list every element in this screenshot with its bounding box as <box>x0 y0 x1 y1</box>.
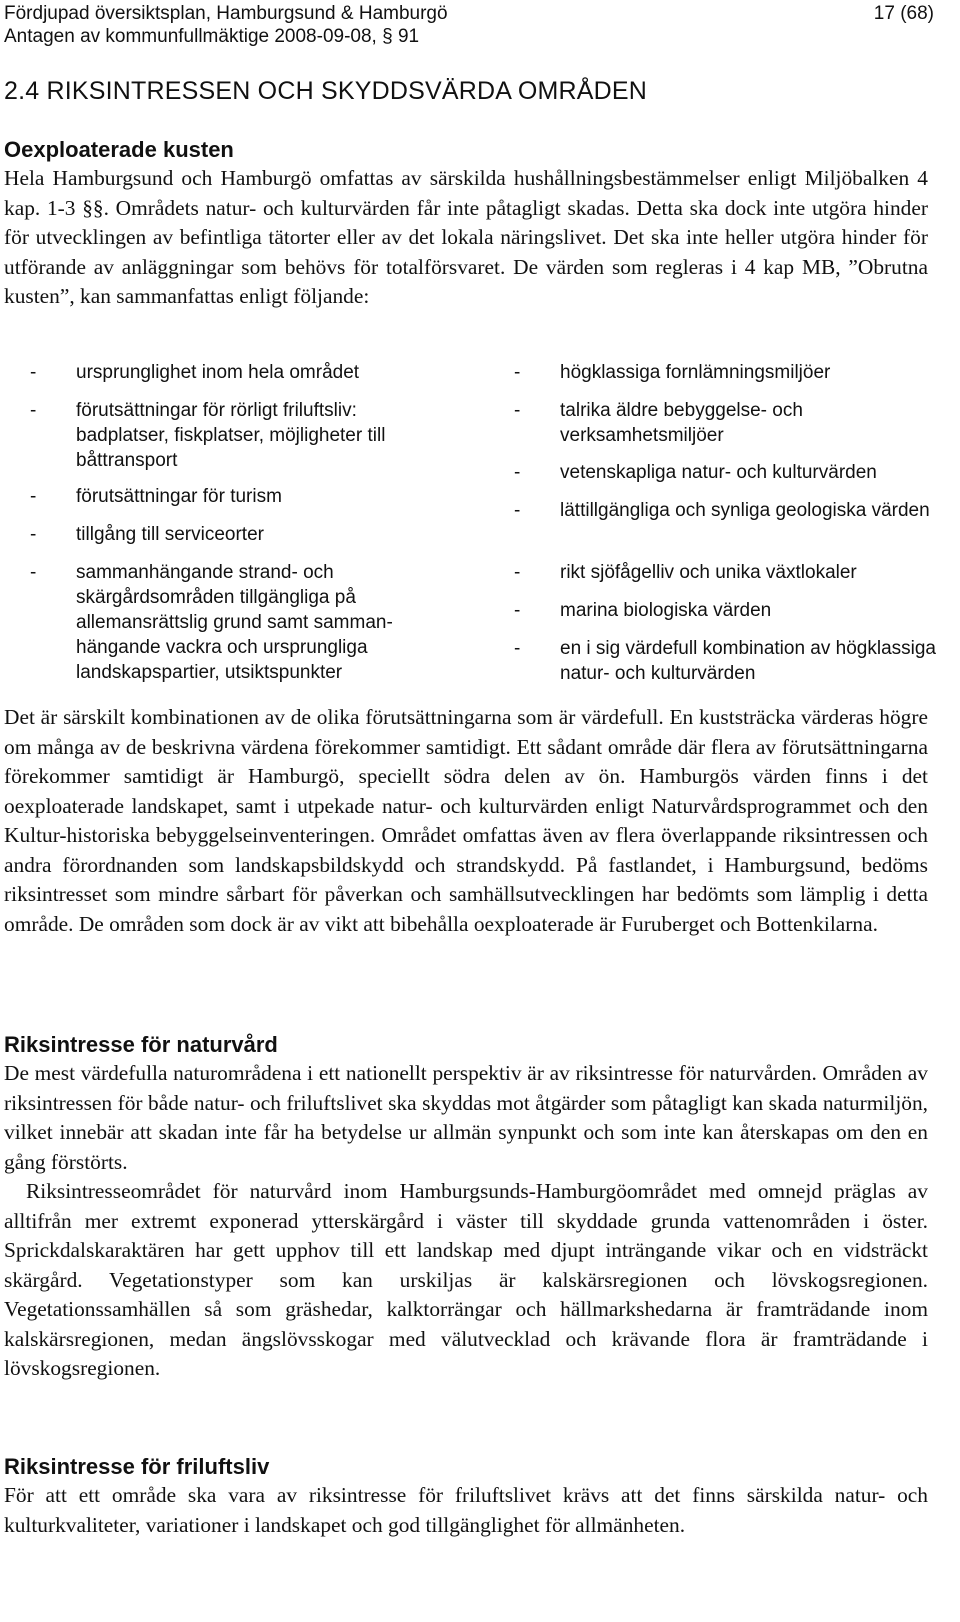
naturvard-paragraph-1: De mest värdefulla naturområdena i ett nationellt perspektiv är av riksintresse för naturvården. Områden av riksintressen för både natur- och friluftslivet ska skyddas mot åtgärder som påtagligt kan skada naturmiljön, vilket innebär att skadan inte får ha betydelse ur allmän synpunkt och som inte kan återskapas om den en gång förstörts. <box>4 1061 928 1174</box>
naturvard-paragraph-2: Riksintresseområdet för naturvård inom Hamburgsunds-Hamburgöområdet med omnejd präglas av alltifrån mer extremt exponerad ytterskärgård i väster till skyddade grunda vattenområden i öster. Sprickdalskaraktären har gett upphov till ett landskap med djupt inträngande vikar och en vidsträckt skärgård. Vegetationstyper som kan urskiljas är kalskärsregionen och lövskogsregionen. Vegetationssamhällen så som gräshedar, kalktorrängar och hällmarkshedarna är framträdande inom kalskärsregionen, medan ängslövsskogar med välutvecklad och krävande flora är framträdande i lövskogsregionen. <box>4 1179 928 1380</box>
list-item: - talrika äldre bebyggelse- och verksamhetsmiljöer <box>514 400 803 446</box>
friluftsliv-heading: Riksintresse för friluftsliv <box>4 1454 270 1479</box>
oexploaterade-heading: Oexploaterade kusten <box>4 137 234 162</box>
list-item: - förutsättningar för rörligt friluftsliv: badplatser, fiskplatser, möjligheter till båttransport <box>30 400 386 471</box>
naturvard-section <box>4 1031 928 1384</box>
oexploaterade-intro-block <box>4 136 928 312</box>
list-item: - vetenskapliga natur- och kulturvärden <box>514 462 877 483</box>
document-title: Fördjupad översiktsplan, Hamburgsund & Hamburgö <box>4 3 448 24</box>
list-item: - rikt sjöfågelliv och unika växtlokaler <box>514 562 857 583</box>
list-item: - marina biologiska värden <box>514 600 772 621</box>
list-item: - en i sig värdefull kombination av högklassiga natur- och kulturvärden <box>514 638 936 684</box>
naturvard-heading: Riksintresse för naturvård <box>4 1032 278 1057</box>
friluftsliv-section <box>4 1453 928 1540</box>
section-heading: 2.4 RIKSINTRESSEN OCH SKYDDSVÄRDA OMRÅDEN <box>4 77 648 105</box>
oexploaterade-intro: Hela Hamburgsund och Hamburgö omfattas av särskilda hushållningsbestämmelser enligt Miljöbalken 4 kap. 1-3 §§. Områdets natur- och kulturvärden får inte påtagligt skadas. Detta ska dock inte utgöra hinder för utvecklingen av befintliga tätorter eller av det lokala näringslivet. Det ska inte heller utgöra hinder för utförande av anläggningar som behövs för totalförsvaret. De värden som regleras i 4 kap MB, ”Obrutna kusten”, kan sammanfattas enligt följande: <box>4 166 928 308</box>
oexploaterade-summary: Det är särskilt kombinationen av de olika förutsättningarna som är värdefull. En kuststräcka värderas högre om många av de beskrivna värdena förekommer samtidigt. Ett sådant område där flera av förutsättningarna förekommer samtidigt är Hamburgö, speciellt södra delen av ön. Hamburgös värden finns i det oexploaterade landskapet, samt i utpekade natur- och kulturvärden enligt Naturvårdsprogrammet och den Kultur-historiska bebyggelseinventeringen. Området omfattas även av flera överlappande riksintressen och andra förordnanden som landskapsbildskydd och strandskydd. På fastlandet, i Hamburgsund, bedöms riksintresset som mindre sårbart för påverkan och samhällsutvecklingen har bedömts som lämplig i detta område. De områden som dock är av vikt att bibehålla oexploaterade är Furuberget och Bottenkilarna. <box>4 705 928 936</box>
adoption-note: Antagen av kommunfullmäktige 2008-09-08, § 91 <box>4 26 420 47</box>
oexploaterade-summary-block <box>4 703 928 939</box>
page-number: 17 (68) <box>873 3 934 24</box>
list-item: - lättillgängliga och synliga geologiska värden <box>514 500 930 521</box>
friluftsliv-paragraph-1: För att ett område ska vara av riksintresse för friluftslivet krävs att det finns särskilda natur- och kulturkvaliteter, variationer i landskapet och god tillgänglighet för allmänheten. <box>4 1483 928 1537</box>
list-item: - ursprunglighet inom hela området <box>30 362 360 383</box>
list-item: - sammanhängande strand- och skärgårdsområden tillgängliga på allemansrättslig grund samt samman-hängande vackra och ursprungliga landskapspartier, utsiktspunkter <box>30 562 393 683</box>
page-header <box>4 2 934 48</box>
list-item: - tillgång till serviceorter <box>30 524 264 545</box>
list-item: - högklassiga fornlämningsmiljöer <box>514 362 831 383</box>
list-item: - förutsättningar för turism <box>30 486 282 507</box>
